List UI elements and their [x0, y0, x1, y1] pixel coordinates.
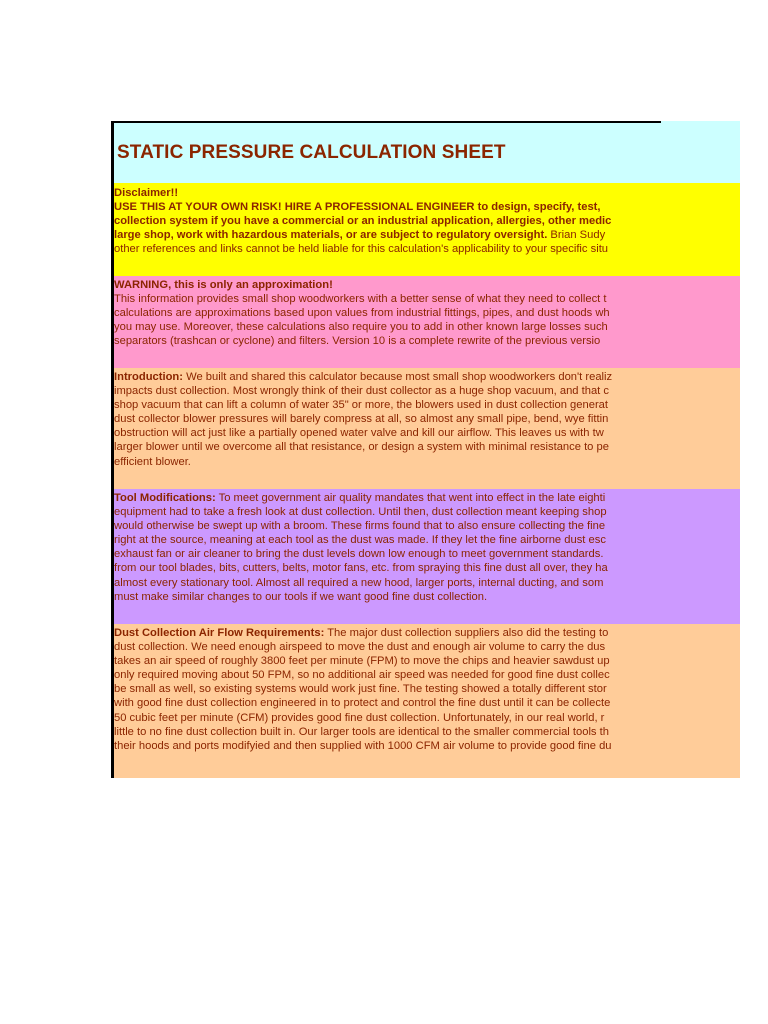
tool-modifications-line: almost every stationary tool. Almost all required a new hood, larger ports, internal ducting, and som	[114, 576, 604, 589]
tool-modifications-line: would otherwise be swept up with a broom. These firms found that to also ensure collecting the fine	[114, 520, 606, 533]
page-title: STATIC PRESSURE CALCULATION SHEET	[117, 142, 506, 163]
introduction-band	[114, 368, 740, 489]
warning-line: This information provides small shop woodworkers with a better sense of what they need to collect t	[114, 293, 607, 306]
introduction-line: impacts dust collection. Most wrongly think of their dust collector as a huge shop vacuum, and that c	[114, 385, 609, 398]
warning-band	[114, 276, 740, 368]
airflow-line: 50 cubic feet per minute (CFM) provides good fine dust collection. Unfortunately, in our real world, r	[114, 711, 605, 724]
tool-modifications-line: exhaust fan or air cleaner to bring the dust levels down low enough to meet government standards.	[114, 548, 604, 561]
warning-line: calculations are approximations based upon values from industrial fittings, pipes, and dust hoods wh	[114, 307, 610, 320]
airflow-line: with good fine dust collection engineered in to protect and control the fine dust until it can be collecte	[114, 697, 611, 710]
tool-modifications-heading: Tool Modifications:	[114, 492, 216, 504]
tool-modifications-first-line: To meet government air quality mandates that went into effect in the late eighti	[215, 492, 606, 504]
warning-line: you may use. Moreover, these calculations also require you to add in other known large losses such	[114, 321, 608, 334]
disclaimer-line-1: USE THIS AT YOUR OWN RISK! HIRE A PROFESSIONAL ENGINEER to design, specify, test,	[114, 201, 601, 214]
calculation-sheet	[111, 121, 740, 778]
title-band	[114, 121, 740, 183]
introduction-line: efficient blower.	[114, 455, 191, 468]
tool-modifications-band	[114, 489, 740, 624]
airflow-line: little to no fine dust collection built in. Our larger tools are identical to the smaller commercial tools th	[114, 725, 609, 738]
introduction-line: larger blower until we overcome all that resistance, or design a system with minimal resistance to pe	[114, 441, 609, 454]
introduction-line: obstruction will act just like a partially opened water valve and kill our airflow. This leaves us with tw	[114, 427, 604, 440]
sheet-top-border	[111, 121, 661, 123]
warning-heading: WARNING, this is only an approximation!	[114, 279, 333, 291]
tool-modifications-line: right at the source, meaning at each tool as the dust was made. If they let the fine airborne dust esc	[114, 534, 606, 547]
tool-modifications-line: from our tool blades, bits, cutters, belts, motor fans, etc. from spraying this fine dust all over, they ha	[114, 562, 608, 575]
disclaimer-heading: Disclaimer!!	[114, 187, 179, 199]
airflow-line: their hoods and ports modifyied and then supplied with 1000 CFM air volume to provide good fine du	[114, 739, 612, 752]
disclaimer-line-2: collection system if you have a commercial or an industrial application, allergies, other medic	[114, 215, 612, 228]
tool-modifications-line: must make similar changes to our tools if we want good fine dust collection.	[114, 590, 488, 603]
introduction-heading: Introduction:	[114, 371, 183, 383]
airflow-line: be small as well, so existing systems would work just fine. The testing showed a totally different stor	[114, 683, 607, 696]
sheet-left-border	[111, 121, 114, 778]
disclaimer-line-3-bold: large shop, work with hazardous materials, or are subject to regulatory oversight.	[114, 229, 548, 242]
warning-line: separators (trashcan or cyclone) and filters. Version 10 is a complete rewrite of the previous versio	[114, 335, 601, 348]
introduction-line: shop vacuum that can lift a column of water 35" or more, the blowers used in dust collection generat	[114, 399, 608, 412]
disclaimer-band	[114, 183, 740, 276]
introduction-first-line: We built and shared this calculator because most small shop woodworkers don't realiz	[182, 371, 613, 383]
airflow-line: takes an air speed of roughly 3800 feet per minute (FPM) to move the chips and heavier sawdust up	[114, 655, 610, 668]
airflow-band	[114, 624, 740, 778]
airflow-heading: Dust Collection Air Flow Requirements:	[114, 627, 325, 639]
introduction-line: dust collector blower pressures will barely compress at all, so almost any small pipe, bend, wye fittin	[114, 413, 609, 426]
airflow-line: only required moving about 50 FPM, so no additional air speed was needed for good fine dust collec	[114, 669, 610, 682]
disclaimer-line-3-rest: Brian Sudy	[547, 229, 606, 242]
airflow-line: dust collection. We need enough airspeed to move the dust and enough air volume to carry the dus	[114, 641, 606, 654]
disclaimer-line-4: other references and links cannot be held liable for this calculation's applicability to your specific situ	[114, 243, 609, 256]
airflow-first-line: The major dust collection suppliers also did the testing to	[324, 627, 609, 639]
tool-modifications-line: equipment had to take a fresh look at dust collection. Until then, dust collection meant keeping shop	[114, 506, 607, 519]
